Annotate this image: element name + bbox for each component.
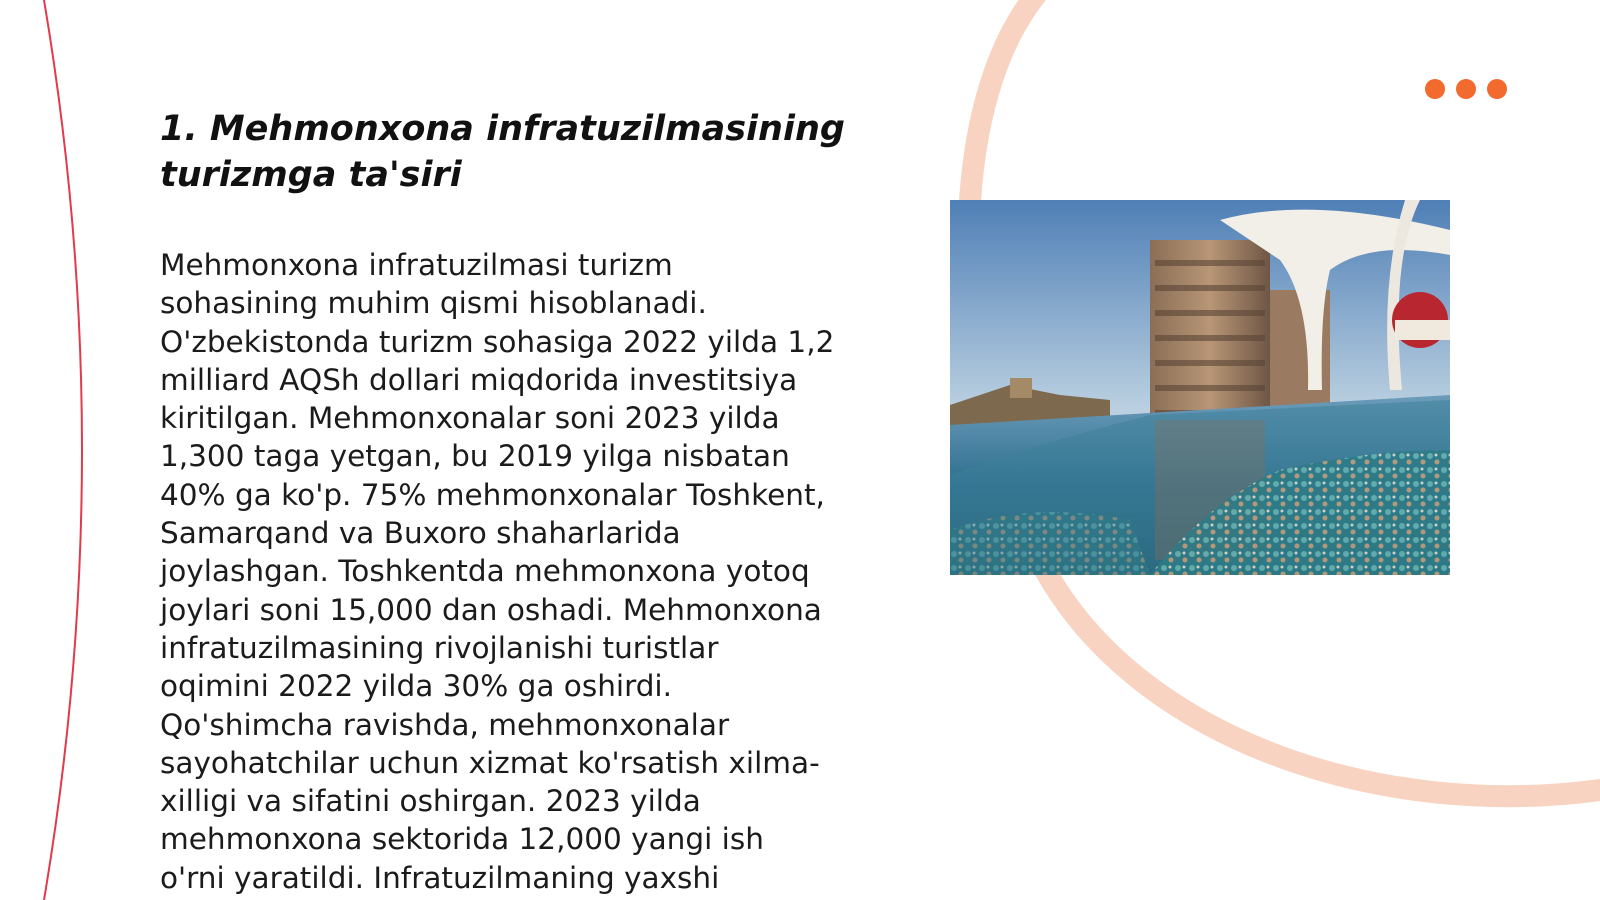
body-text-line: O'zbekistonda turizm sohasiga 2022 yilda 1,2 [160,324,835,359]
slide-title-line-1: 1. Mehmonxona infratuzilmasining [160,109,845,149]
body-text-line: joylashgan. Toshkentda mehmonxona yotoq [160,554,810,589]
dot-icon [1456,79,1476,99]
body-text-line: o'rni yaratildi. Infratuzilmaning yaxshi [160,860,720,895]
hotel-pool-illustration [950,200,1450,575]
body-text-line: sohasining muhim qismi hisoblanadi. [160,286,707,321]
three-dots-icon[interactable] [1425,79,1507,99]
slide-title [160,106,860,198]
body-text-line: oqimini 2022 yilda 30% ga oshirdi. [160,669,673,704]
body-text-line: milliard AQSh dollari miqdorida investitsiya [160,362,798,397]
body-text-line: Mehmonxona infratuzilmasi turizm [160,248,673,282]
slide-title-line-2: turizmga ta'siri [160,155,462,195]
slide-body-text [160,246,840,897]
body-text-line: infratuzilmasining rivojlanishi turistlar [160,630,719,665]
body-text-line: xilligi va sifatini oshirgan. 2023 yilda [160,784,701,819]
body-text-line: Samarqand va Buxoro shaharlarida [160,516,681,551]
body-text-line: mehmonxona sektorida 12,000 yangi ish [160,822,764,857]
body-text-line: Qo'shimcha ravishda, mehmonxonalar [160,707,730,742]
body-text-line: sayohatchilar uchun xizmat ko'rsatish xilma- [160,745,820,780]
body-text-line: 40% ga ko'p. 75% mehmonxonalar Toshkent, [160,477,825,512]
hotel-photo [950,200,1450,575]
left-curved-line [44,0,82,900]
body-text-line: joylari soni 15,000 dan oshadi. Mehmonxona [160,592,822,627]
body-text-line: kiritilgan. Mehmonxonalar soni 2023 yilda [160,401,780,436]
body-text-line: 1,300 taga yetgan, bu 2019 yilga nisbatan [160,439,790,474]
dot-icon [1487,79,1507,99]
dot-icon [1425,79,1445,99]
